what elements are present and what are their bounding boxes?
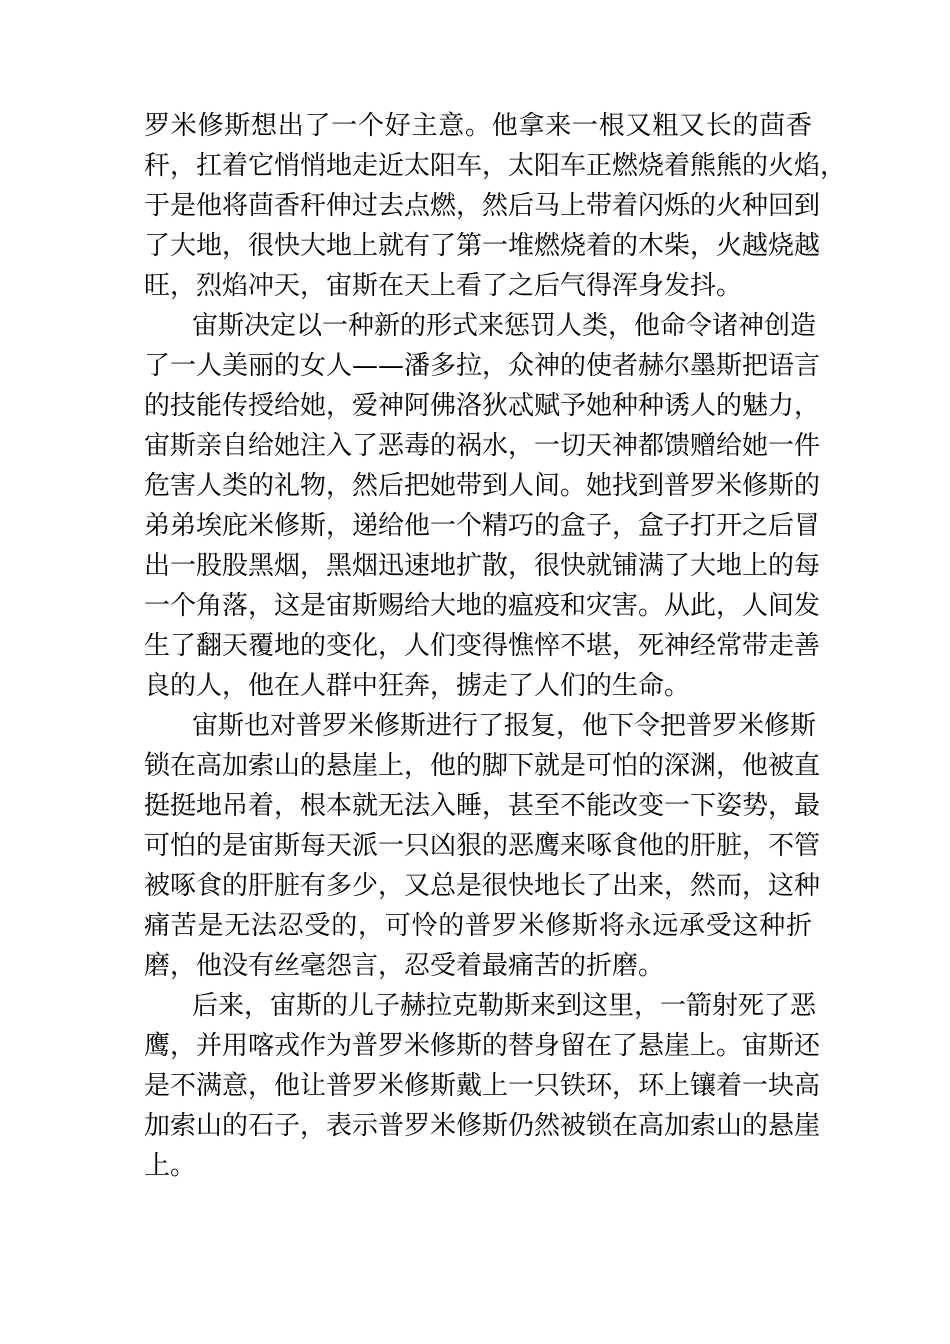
text-line: 宙斯亲自给她注入了恶毒的祸水，一切天神都馈赠给她一件 xyxy=(144,431,821,461)
text-line: 一个角落，这是宙斯赐给大地的瘟疫和灾害。从此，人间发 xyxy=(144,591,821,621)
paragraph-1 xyxy=(144,106,847,306)
text-line: 加索山的石子，表示普罗米修斯仍然被锁在高加索山的悬崖 xyxy=(144,1111,821,1141)
text-line: 良的人，他在人群中狂奔，掳走了人们的生命。 xyxy=(144,671,691,701)
text-line: 被啄食的肝脏有多少，又总是很快地长了出来，然而，这种 xyxy=(144,871,821,901)
text-line: 磨，他没有丝毫怨言，忍受着最痛苦的折磨。 xyxy=(144,951,665,981)
text-line: 上。 xyxy=(144,1151,197,1181)
text-line: 了大地，很快大地上就有了第一堆燃烧着的木柴，火越烧越 xyxy=(144,231,821,261)
text-line: 秆，扛着它悄悄地走近太阳车，太阳车正燃烧着熊熊的火焰， xyxy=(144,151,847,181)
text-line: 出一股股黑烟，黑烟迅速地扩散，很快就铺满了大地上的每 xyxy=(144,551,821,581)
paragraph-4 xyxy=(144,986,821,1186)
text-line: 宙斯也对普罗米修斯进行了报复，他下令把普罗米修斯 xyxy=(192,711,817,741)
text-line: 的技能传授给她，爱神阿佛洛狄忒赋予她种种诱人的魅力， xyxy=(144,391,821,421)
text-line: 危害人类的礼物，然后把她带到人间。她找到普罗米修斯的 xyxy=(144,471,821,501)
text-line: 是不满意，他让普罗米修斯戴上一只铁环，环上镶着一块高 xyxy=(144,1071,821,1101)
text-line: 可怕的是宙斯每天派一只凶狠的恶鹰来啄食他的肝脏，不管 xyxy=(144,831,821,861)
text-line: 生了翻天覆地的变化，人们变得憔悴不堪，死神经常带走善 xyxy=(144,631,821,661)
text-line: 了一人美丽的女人——潘多拉，众神的使者赫尔墨斯把语言 xyxy=(144,351,821,381)
document-page xyxy=(144,106,847,1186)
text-line: 后来，宙斯的儿子赫拉克勒斯来到这里，一箭射死了恶 xyxy=(192,991,817,1021)
text-line: 痛苦是无法忍受的，可怜的普罗米修斯将永远承受这种折 xyxy=(144,911,812,941)
text-line: 于是他将茴香秆伸过去点燃，然后马上带着闪烁的火种回到 xyxy=(144,191,821,221)
text-line: 罗米修斯想出了一个好主意。他拿来一根又粗又长的茴香 xyxy=(144,111,812,141)
text-line: 弟弟埃庇米修斯，递给他一个精巧的盒子，盒子打开之后冒 xyxy=(144,511,821,541)
text-line: 锁在高加索山的悬崖上，他的脚下就是可怕的深渊，他被直 xyxy=(144,751,821,781)
paragraph-2 xyxy=(144,306,821,706)
text-line: 宙斯决定以一种新的形式来惩罚人类，他命令诸神创造 xyxy=(192,311,817,341)
text-line: 旺，烈焰冲天，宙斯在天上看了之后气得浑身发抖。 xyxy=(144,271,743,301)
text-line: 鹰，并用喀戎作为普罗米修斯的替身留在了悬崖上。宙斯还 xyxy=(144,1031,821,1061)
paragraph-3 xyxy=(144,706,821,986)
text-line: 挺挺地吊着，根本就无法入睡，甚至不能改变一下姿势，最 xyxy=(144,791,821,821)
